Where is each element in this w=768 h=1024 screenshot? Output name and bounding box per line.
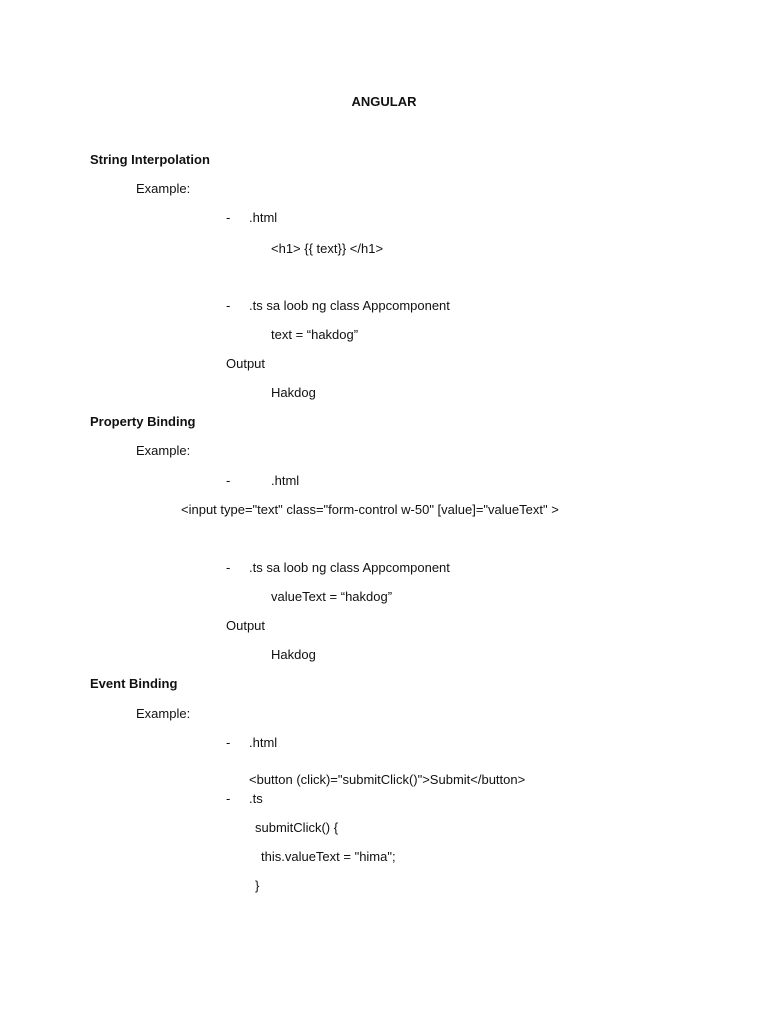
output-value: Hakdog — [271, 385, 316, 400]
html-code-line: <input type="text" class="form-control w-50" [value]="valueText" > — [181, 502, 559, 517]
example-label: Example: — [136, 443, 191, 458]
bullet-dash: - — [226, 210, 231, 225]
bullet-dash: - — [226, 791, 231, 806]
output-value: Hakdog — [271, 647, 316, 662]
ts-file-label: .ts — [249, 791, 263, 806]
html-file-label: .html — [249, 735, 278, 750]
ts-code-line: this.valueText = "hima"; — [261, 849, 396, 864]
html-code-line: <h1> {{ text}} </h1> — [271, 241, 384, 256]
html-code-line: <button (click)="submitClick()">Submit</button> — [249, 772, 526, 787]
page-title: ANGULAR — [351, 94, 417, 109]
bullet-dash: - — [226, 735, 231, 750]
bullet-dash: - — [226, 473, 231, 488]
ts-code-line: submitClick() { — [255, 820, 339, 835]
bullet-dash: - — [226, 298, 231, 313]
ts-file-label: .ts sa loob ng class Appcomponent — [249, 560, 450, 575]
example-label: Example: — [136, 706, 191, 721]
html-file-label: .html — [249, 210, 278, 225]
bullet-dash: - — [226, 560, 231, 575]
output-label: Output — [226, 618, 266, 633]
output-label: Output — [226, 356, 266, 371]
ts-code-line: valueText = “hakdog” — [271, 589, 393, 604]
section-heading-property-binding: Property Binding — [90, 414, 196, 429]
example-label: Example: — [136, 181, 191, 196]
section-heading-string-interpolation: String Interpolation — [90, 152, 210, 167]
ts-file-label: .ts sa loob ng class Appcomponent — [249, 298, 450, 313]
html-file-label: .html — [271, 473, 300, 488]
ts-code-line: } — [255, 878, 260, 893]
section-heading-event-binding: Event Binding — [90, 676, 178, 691]
ts-code-line: text = “hakdog” — [271, 327, 359, 342]
